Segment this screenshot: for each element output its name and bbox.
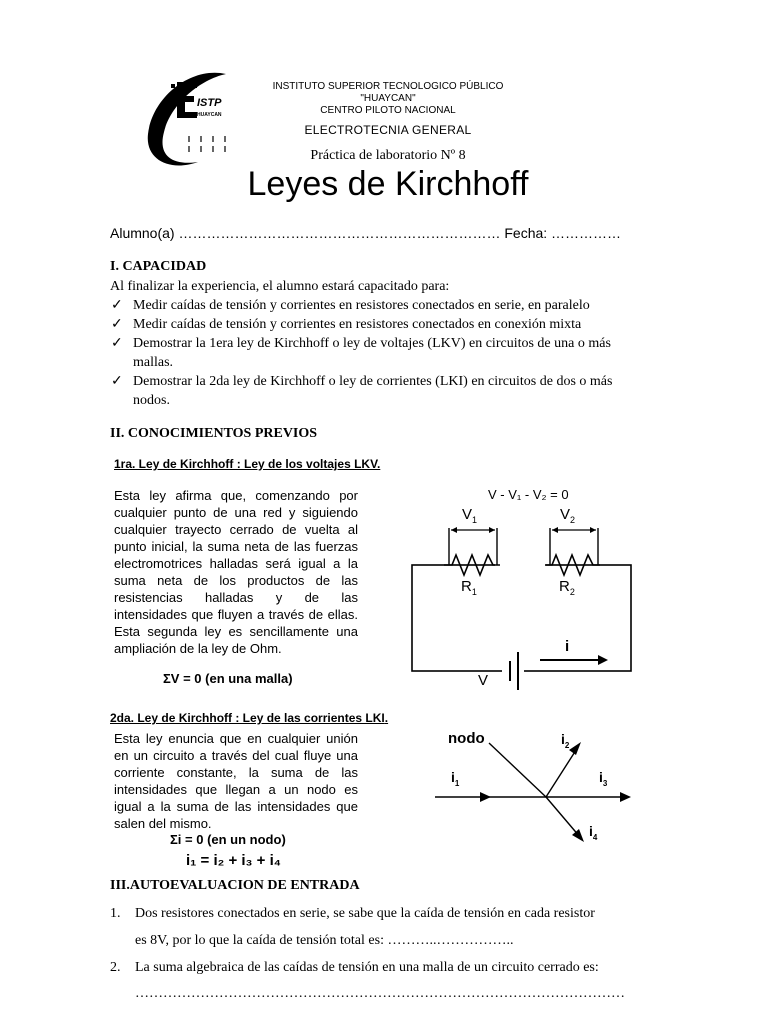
section-2-heading: II. CONOCIMIENTOS PREVIOS (110, 426, 318, 441)
source-label: V (478, 672, 489, 689)
objective-text: Medir caídas de tensión y corrientes en resistores conectados en conexión mixta (133, 317, 582, 332)
objective-text: Demostrar la 2da ley de Kirchhoff o ley de corrientes (LKI) en circuitos de dos o más nodos. (133, 374, 613, 408)
check-icon: ✓ (111, 298, 123, 313)
check-icon: ✓ (111, 317, 123, 332)
i4-label: $i_4$ (589, 823, 598, 842)
law-2-formula: Σi = 0 (en un nodo) (170, 832, 286, 847)
question-1-number: 1. (110, 906, 121, 921)
objective-item (111, 334, 648, 372)
r1-label: $R_1$ (461, 578, 477, 597)
v1-label: $V_1$ (462, 506, 478, 525)
logo-main-text: ISTP (197, 97, 222, 109)
objective-text: Medir caídas de tensión y corrientes en resistores conectados en serie, en paralelo (133, 298, 590, 313)
question-1-line-2: es 8V, por lo que la caída de tensión total es: ………..…………….. (135, 933, 514, 948)
institute-city: "HUAYCAN" (360, 93, 416, 104)
law-2-title: 2da. Ley de Kirchhoff : Ley de las corrientes LKI. (110, 711, 389, 725)
series-circuit-diagram (400, 483, 640, 693)
i1-label: $i_1$ (451, 769, 460, 788)
objective-item (111, 372, 648, 410)
student-line: Alumno(a) …………………………………………………………… Fecha: …………… (110, 225, 622, 241)
kvl-equation: V - V₁ - V₂ = 0 (488, 487, 569, 502)
check-icon: ✓ (111, 336, 123, 351)
logo-sub-text: HUAYCAN (197, 112, 222, 118)
page-title: Leyes de Kirchhoff (247, 165, 529, 203)
i3-label: $i_3$ (599, 769, 608, 788)
current-label: i (565, 638, 570, 655)
course-name: ELECTROTECNIA GENERAL (304, 123, 472, 137)
institute-center: CENTRO PILOTO NACIONAL (320, 105, 456, 116)
question-2-answer-line: …………………………………………………………………………………………… (135, 986, 625, 1001)
objective-item (111, 315, 648, 334)
node-current-diagram (425, 725, 640, 860)
question-1-line-1: Dos resistores conectados en serie, se sabe que la caída de tensión en cada resistor (135, 906, 595, 921)
section-1-intro: Al finalizar la experiencia, el alumno estará capacitado para: (110, 279, 450, 294)
i2-label: $i_2$ (561, 731, 570, 750)
law-2-paragraph: Esta ley enuncia que en cualquier unión en un circuito a través del cual fluye una corriente constante, la suma de las intensidades que llegan a un nodo es igual a la suma de las intensidades que salen del mismo. (114, 731, 358, 831)
law-1-formula: ΣV = 0 (en una malla) (163, 671, 293, 686)
objective-text: Demostrar la 1era ley de Kirchhoff o ley de voltajes (LKV) en circuitos de una o más mallas. (133, 336, 611, 370)
objective-item (111, 296, 648, 315)
section-1-heading: I. CAPACIDAD (110, 259, 207, 274)
section-3-heading: III.AUTOEVALUACION DE ENTRADA (110, 878, 360, 893)
law-2-formula-expanded: i₁ = i₂ + i₃ + i₄ (186, 852, 281, 869)
node-label: nodo (448, 730, 485, 747)
question-2-number: 2. (110, 960, 121, 975)
law-1-title: 1ra. Ley de Kirchhoff : Ley de los voltajes LKV. (114, 457, 381, 471)
question-2-line-1: La suma algebraica de las caídas de tensión en una malla de un circuito cerrado es: (135, 960, 599, 975)
check-icon: ✓ (111, 374, 123, 389)
r2-label: $R_2$ (559, 578, 575, 597)
v2-label: $V_2$ (560, 506, 576, 525)
institute-name: INSTITUTO SUPERIOR TECNOLOGICO PÚBLICO (272, 81, 504, 92)
law-1-paragraph: Esta ley afirma que, comenzando por cualquier punto de una red y siguiendo cualquier trayecto cerrado de vuelta al punto inicial, la suma neta de las fuerzas electromotrices halladas será igual a la suma neta de los productos de las resistencias halladas y de las intensidades que fluyen a través de ellas. Esta segunda ley es sencillamente una ampliación de la ley de Ohm. (114, 488, 358, 656)
practice-number: Práctica de laboratorio Nº 8 (310, 148, 466, 163)
